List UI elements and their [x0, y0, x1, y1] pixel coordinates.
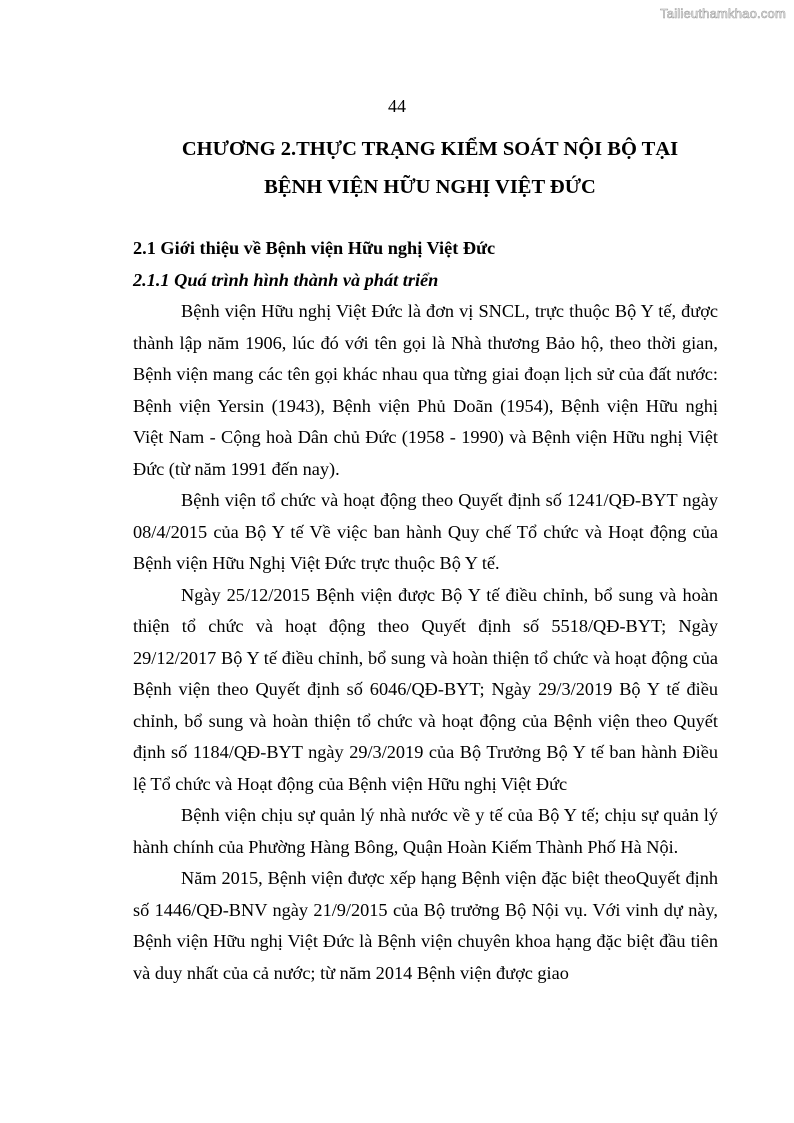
subsection-heading: 2.1.1 Quá trình hình thành và phát triển — [133, 269, 439, 290]
paragraph: Bệnh viện Hữu nghị Việt Đức là đơn vị SNCL, trực thuộc Bộ Y tế, được thành lập năm 1906, lúc đó với tên gọi là Nhà thương Bảo hộ, theo thời gian, Bệnh viện mang các tên gọi khác nhau qua từng giai đoạn lịch sử của đất nước: Bệnh viện Yersin (1943), Bệnh viện Phủ Doãn (1954), Bệnh viện Hữu nghị Việt Nam - Cộng hoà Dân chủ Đức (1958 - 1990) và Bệnh viện Hữu nghị Việt Đức (từ năm 1991 đến nay). — [133, 301, 718, 479]
chapter-title-line-1: CHƯƠNG 2.THỰC TRẠNG KIỂM SOÁT NỘI BỘ TẠI — [181, 138, 679, 160]
paragraph: Ngày 25/12/2015 Bệnh viện được Bộ Y tế điều chỉnh, bổ sung và hoàn thiện tổ chức và hoạt động theo Quyết định số 5518/QĐ-BYT; Ngày 29/12/2017 Bộ Y tế điều chỉnh, bổ sung và hoàn thiện tổ chức và hoạt động của Bệnh viện theo Quyết định số 6046/QĐ-BYT; Ngày 29/3/2019 Bộ Y tế điều chỉnh, bổ sung và hoàn thiện tổ chức và hoạt động của Bệnh viện theo Quyết định số 1184/QĐ-BYT ngày 29/3/2019 của Bộ Trưởng Bộ Y tế ban hành Điều lệ Tổ chức và Hoạt động của Bệnh viện Hữu nghị Việt Đức — [133, 584, 718, 794]
page-number: 44 — [388, 96, 406, 116]
chapter-title — [100, 130, 760, 206]
chapter-title-line-2: BỆNH VIỆN HỮU NGHỊ VIỆT ĐỨC — [264, 176, 596, 198]
watermark-text: Tailieuthamkhao.com — [660, 6, 786, 21]
section-heading: 2.1 Giới thiệu về Bệnh viện Hữu nghị Việt Đức — [133, 238, 496, 258]
paragraph: Bệnh viện tổ chức và hoạt động theo Quyết định số 1241/QĐ-BYT ngày 08/4/2015 của Bộ Y tế Về việc ban hành Quy chế Tổ chức và Hoạt động của Bệnh viện Hữu Nghị Việt Đức trực thuộc Bộ Y tế. — [133, 490, 718, 573]
paragraph: Năm 2015, Bệnh viện được xếp hạng Bệnh viện đặc biệt theoQuyết định số 1446/QĐ-BNV ngày 21/9/2015 của Bộ trưởng Bộ Nội vụ. Với vinh dự này, Bệnh viện Hữu nghị Việt Đức là Bệnh viện chuyên khoa hạng đặc biệt đầu tiên và duy nhất của cả nước; từ năm 2014 Bệnh viện được giao — [133, 868, 718, 983]
paragraph: Bệnh viện chịu sự quản lý nhà nước về y tế của Bộ Y tế; chịu sự quản lý hành chính của Phường Hàng Bông, Quận Hoàn Kiếm Thành Phố Hà Nội. — [133, 805, 718, 857]
document-body — [133, 233, 718, 989]
